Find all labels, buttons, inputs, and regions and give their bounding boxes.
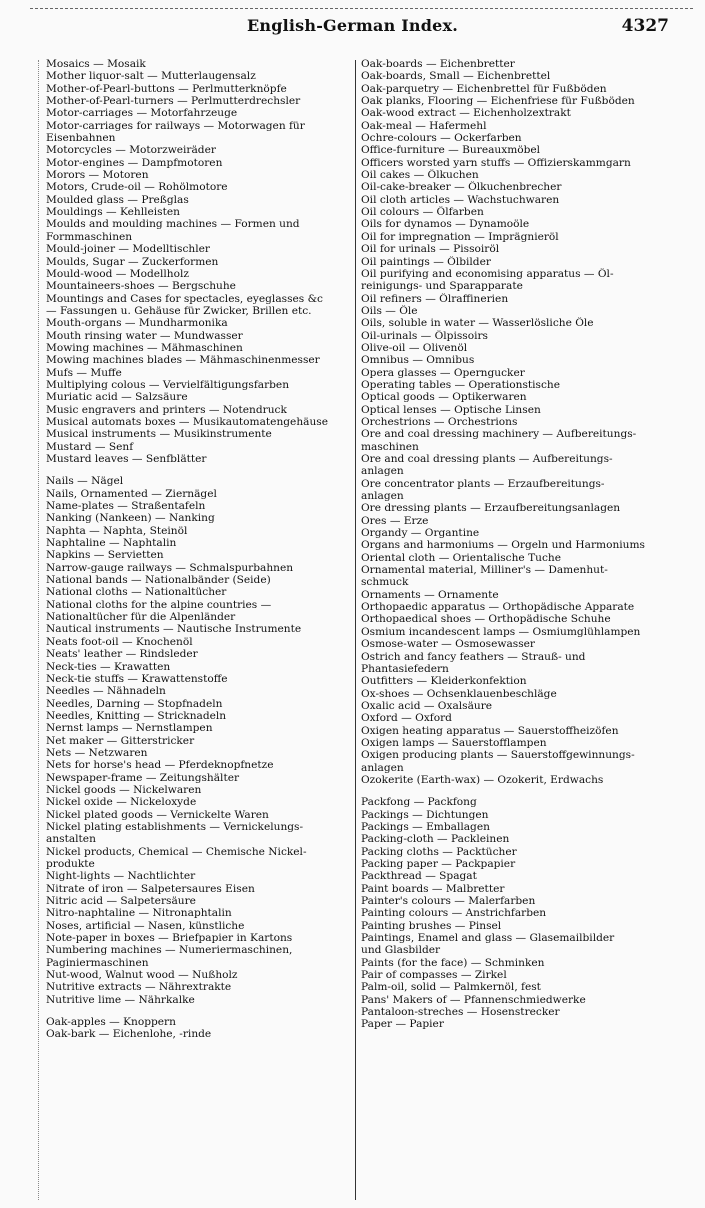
index-entry: Mother liquor-salt — Mutterlaugensalz	[46, 70, 256, 83]
index-entry: Packfong — Packfong	[361, 796, 477, 809]
index-entry: Operating tables — Operationstische	[361, 378, 561, 391]
index-entry: Oil paintings — Ölbilder	[361, 255, 491, 268]
index-entry: Morors — Motoren	[46, 169, 149, 182]
index-entry: Oil purifying and economising apparatus — Öl-	[361, 267, 614, 280]
index-entry: Ornamental material, Milliner's — Damenhut-	[361, 564, 608, 577]
index-entry: Note-paper in boxes — Briefpapier in Kartons	[46, 932, 293, 945]
index-entry: Needles — Nähnadeln	[46, 685, 166, 698]
index-entry: Omnibus — Omnibus	[361, 354, 475, 367]
index-entry: Mowing machines — Mähmaschinen	[46, 341, 243, 354]
column-divider	[355, 60, 356, 1200]
index-entry: — Fassungen u. Gehäuse für Zwicker, Brillen etc.	[46, 304, 312, 317]
index-entry: Noses, artificial — Nasen, künstliche	[46, 919, 245, 932]
index-entry: Numbering machines — Numeriermaschinen,	[46, 944, 293, 957]
index-entry: Pair of compasses — Zirkel	[361, 969, 507, 982]
index-entry: Mother-of-Pearl-turners — Perlmutterdrechsler	[46, 95, 301, 108]
index-entry: Motors, Crude-oil — Rohölmotore	[46, 181, 228, 194]
index-entry: Officers worsted yarn stuffs — Offizierskammgarn	[361, 156, 631, 169]
index-entry: Nickel plating establishments — Vernickelungs-	[46, 820, 304, 833]
index-entry: Oriental cloth — Orientalische Tuche	[361, 551, 561, 564]
index-entry: Oak-bark — Eichenlohe, -rinde	[46, 1028, 212, 1041]
index-entry: Oak-parquetry — Eichenbrettel für Fußböden	[361, 82, 607, 95]
index-entry: Paginiermaschinen	[46, 956, 149, 969]
index-entry: Night-lights — Nachtlichter	[46, 870, 196, 883]
left-column	[46, 58, 350, 1203]
index-entry: Pans' Makers of — Pfannenschmiedwerke	[361, 993, 586, 1006]
index-entry: Paints (for the face) — Schminken	[361, 956, 545, 969]
index-entry: Office-furniture — Bureauxmöbel	[361, 144, 541, 157]
index-entry: Opera glasses — Operngucker	[361, 366, 525, 379]
index-entry: Oil cakes — Ölkuchen	[361, 169, 479, 182]
index-entry: Napkins — Servietten	[46, 549, 164, 562]
index-entry: Mouldings — Kehlleisten	[46, 206, 180, 219]
index-entry: Moulds, Sugar — Zuckerformen	[46, 255, 219, 268]
index-entry: Nails, Ornamented — Ziernägel	[46, 487, 217, 500]
index-entry: Nanking (Nankeen) — Nanking	[46, 512, 215, 525]
index-entry: Mustard leaves — Senfblätter	[46, 453, 207, 465]
index-entry: Mould-joiner — Modelltischler	[46, 243, 210, 256]
index-entry: Neck-ties — Krawatten	[46, 660, 171, 673]
index-entry: National cloths for the alpine countries —	[46, 598, 272, 611]
index-entry: Oils — Öle	[361, 304, 418, 317]
index-entry: Painting brushes — Pinsel	[361, 919, 502, 932]
index-entry: Paint boards — Malbretter	[361, 882, 505, 895]
index-entry: Oak-meal — Hafermehl	[361, 119, 487, 132]
margin-rule	[38, 60, 39, 1200]
index-entry: Oils for dynamos — Dynamoöle	[361, 218, 530, 231]
index-entry: Palm-oil, solid — Palmkernöl, fest	[361, 981, 541, 994]
index-entry: Narrow-gauge railways — Schmalspurbahnen	[46, 561, 294, 574]
index-entry: maschinen	[361, 440, 419, 453]
index-entry: Mouth rinsing water — Mundwasser	[46, 329, 243, 342]
index-entry: Paper — Papier	[361, 1018, 444, 1031]
index-entry: Nickel products, Chemical — Chemische Nickel-	[46, 845, 307, 858]
index-entry: Pantaloon-streches — Hosenstrecker	[361, 1006, 560, 1019]
index-entry: anlagen	[361, 465, 404, 478]
index-entry: Musical automats boxes — Musikautomatengehäuse	[46, 415, 328, 428]
index-entry: Packing-cloth — Packleinen	[361, 833, 510, 846]
index-entry: Ore concentrator plants — Erzaufbereitungs-	[361, 477, 605, 490]
index-entry: Oil for urinals — Pissoiröl	[361, 243, 500, 256]
page-number: 4327	[621, 16, 669, 36]
index-entry: anstalten	[46, 833, 96, 846]
index-entry: National cloths — Nationaltücher	[46, 586, 227, 599]
index-entry: Mountaineers-shoes — Bergschuhe	[46, 280, 236, 293]
index-entry: Mufs — Muffe	[46, 366, 122, 379]
index-entry: Nitric acid — Salpetersäure	[46, 895, 196, 908]
index-entry: Paintings, Enamel and glass — Glasemailbilder	[361, 932, 615, 945]
section-gap	[46, 465, 350, 475]
index-entry: Moulds and moulding machines — Formen und	[46, 218, 300, 231]
index-entry: Needles, Darning — Stopfnadeln	[46, 697, 223, 710]
index-entry: Nutritive lime — Nährkalke	[46, 993, 195, 1006]
index-entry: Packings — Dichtungen	[361, 808, 489, 821]
index-entry: Mould-wood — Modellholz	[46, 267, 189, 280]
right-column	[361, 58, 661, 1203]
index-entry: Oxigen heating apparatus — Sauerstoffheizöfen	[361, 724, 619, 737]
index-entry: Oil cloth articles — Wachstuchwaren	[361, 193, 560, 206]
index-entry: Neck-tie stuffs — Krawattenstoffe	[46, 672, 228, 685]
index-entry: Ostrich and fancy feathers — Strauß- und	[361, 650, 586, 663]
index-entry: Oil refiners — Ölraffinerien	[361, 292, 509, 305]
index-entry: Motor-carriages for railways — Motorwagen für	[46, 119, 305, 132]
index-entry: Neats foot-oil — Knochenöl	[46, 635, 193, 648]
index-entry: Oil colours — Ölfarben	[361, 206, 484, 219]
index-entry: Oak-wood extract — Eichenholzextrakt	[361, 107, 571, 120]
index-entry: Oxalic acid — Oxalsäure	[361, 699, 493, 712]
index-entry: Ox-shoes — Ochsenklauenbeschläge	[361, 687, 557, 700]
index-entry: Optical goods — Optikerwaren	[361, 391, 527, 404]
index-entry: Orthopaedic apparatus — Orthopädische Apparate	[361, 601, 635, 614]
index-entry: Musical instruments — Musikinstrumente	[46, 428, 272, 441]
index-entry: Packing paper — Packpapier	[361, 858, 516, 870]
index-entry: Motor-engines — Dampfmotoren	[46, 156, 223, 169]
index-entry: Nickel plated goods — Vernickelte Waren	[46, 808, 269, 821]
index-entry: Nitrate of iron — Salpetersaures Eisen	[46, 882, 255, 895]
index-entry: Eisenbahnen	[46, 132, 116, 145]
index-entry: Osmose-water — Osmosewasser	[361, 638, 535, 651]
index-entry: Nails — Nägel	[46, 475, 124, 488]
index-entry: Naphta — Naphta, Steinöl	[46, 524, 188, 537]
index-entry: Ornaments — Ornamente	[361, 588, 499, 601]
index-entry: Ore and coal dressing machinery — Aufbereitungs-	[361, 428, 637, 441]
index-entry: Naphtaline — Naphtalin	[46, 537, 177, 550]
index-entry: Mountings and Cases for spectacles, eyeglasses &c	[46, 292, 323, 305]
index-entry: Music engravers and printers — Notendruck	[46, 403, 287, 416]
section-gap	[46, 1006, 350, 1016]
index-entry: Neats' leather — Rindsleder	[46, 648, 198, 661]
index-entry: Oak-boards — Eichenbretter	[361, 58, 515, 70]
index-entry: Oils, soluble in water — Wasserlösliche Öle	[361, 317, 594, 330]
index-entry: Needles, Knitting — Stricknadeln	[46, 709, 227, 722]
index-entry: Phantasiefedern	[361, 662, 449, 675]
index-entry: produkte	[46, 858, 95, 870]
index-entry: Multiplying colous — Vervielfältigungsfarben	[46, 378, 290, 391]
index-entry: Oil-urinals — Ölpissoirs	[361, 329, 488, 342]
index-entry: Motor-carriages — Motorfahrzeuge	[46, 107, 238, 120]
index-entry: Organdy — Organtine	[361, 527, 480, 540]
index-entry: Olive-oil — Olivenöl	[361, 341, 468, 354]
index-entry: Oak planks, Flooring — Eichenfriese für Fußböden	[361, 95, 635, 108]
index-entry: Oak-apples — Knoppern	[46, 1016, 176, 1029]
index-entry: Nationaltücher für die Alpenländer	[46, 611, 236, 624]
index-entry: schmuck	[361, 576, 409, 589]
index-entry: Packthread — Spagat	[361, 870, 477, 883]
index-entry: Oil-cake-breaker — Ölkuchenbrecher	[361, 181, 562, 194]
index-entry: anlagen	[361, 761, 404, 774]
index-entry: Nets for horse's head — Pferdeknopfnetze	[46, 759, 274, 772]
page-title: English-German Index.	[246, 16, 459, 35]
index-entry: Nickel goods — Nickelwaren	[46, 783, 202, 796]
index-entry: Oxigen producing plants — Sauerstoffgewinnungs-	[361, 749, 635, 762]
index-entry: Name-plates — Straßentafeln	[46, 500, 206, 513]
index-entry: reinigungs- und Sparapparate	[361, 280, 523, 293]
index-entry: Packing cloths — Packtücher	[361, 845, 517, 858]
index-entry: Ozokerite (Earth-wax) — Ozokerit, Erdwachs	[361, 773, 604, 786]
index-entry: Nut-wood, Walnut wood — Nußholz	[46, 969, 238, 982]
index-entry: Oil for impregnation — Imprägnieröl	[361, 230, 559, 243]
index-entry: National bands — Nationalbänder (Seide)	[46, 574, 271, 587]
index-entry: Orthopaedical shoes — Orthopädische Schuhe	[361, 613, 611, 626]
index-entry: Formmaschinen	[46, 230, 133, 243]
index-entry: Mustard — Senf	[46, 440, 134, 453]
index-entry: Oak-boards, Small — Eichenbrettel	[361, 70, 551, 83]
index-entry: Organs and harmoniums — Orgeln und Harmoniums	[361, 539, 645, 552]
index-entry: Painting colours — Anstrichfarben	[361, 907, 547, 920]
page-header	[40, 16, 669, 42]
index-entry: Nautical instruments — Nautische Instrumente	[46, 623, 302, 636]
index-entry: Nets — Netzwaren	[46, 746, 148, 759]
index-entry: Moulded glass — Preßglas	[46, 193, 189, 206]
index-entry: Nitro-naphtaline — Nitronaphtalin	[46, 907, 232, 920]
index-entry: Oxigen lamps — Sauerstofflampen	[361, 736, 547, 749]
index-entry: Newspaper-frame — Zeitungshälter	[46, 771, 240, 784]
index-entry: Ore dressing plants — Erzaufbereitungsanlagen	[361, 502, 621, 515]
index-entry: Ores — Erze	[361, 514, 429, 527]
index-entry: Ochre-colours — Ockerfarben	[361, 132, 522, 145]
index-entry: Mosaics — Mosaik	[46, 58, 146, 70]
top-rule	[30, 8, 693, 9]
index-entry: Packings — Emballagen	[361, 820, 490, 833]
index-entry: Nernst lamps — Nernstlampen	[46, 722, 213, 735]
section-gap	[361, 786, 661, 796]
index-entry: Outfitters — Kleiderkonfektion	[361, 675, 527, 688]
index-entry: Oxford — Oxford	[361, 712, 452, 725]
index-entry: Osmium incandescent lamps — Osmiumglühlampen	[361, 625, 641, 638]
index-entry: und Glasbilder	[361, 944, 441, 957]
index-entry: Nickel oxide — Nickeloxyde	[46, 796, 197, 809]
index-entry: Orchestrions — Orchestrions	[361, 415, 518, 428]
index-entry: Mother-of-Pearl-buttons — Perlmutterknöpfe	[46, 82, 287, 95]
index-entry: Motorcycles — Motorzweiräder	[46, 144, 216, 157]
index-entry: Ore and coal dressing plants — Aufbereitungs-	[361, 453, 613, 465]
index-entry: Mouth-organs — Mundharmonika	[46, 317, 228, 330]
index-entry: anlagen	[361, 490, 404, 503]
index-entry: Painter's colours — Malerfarben	[361, 895, 536, 908]
index-entry: Optical lenses — Optische Linsen	[361, 403, 541, 416]
index-entry: Mowing machines blades — Mähmaschinenmesser	[46, 354, 320, 367]
index-entry: Net maker — Gitterstricker	[46, 734, 195, 747]
index-entry: Muriatic acid — Salzsäure	[46, 391, 188, 404]
index-entry: Nutritive extracts — Nährextrakte	[46, 981, 232, 994]
